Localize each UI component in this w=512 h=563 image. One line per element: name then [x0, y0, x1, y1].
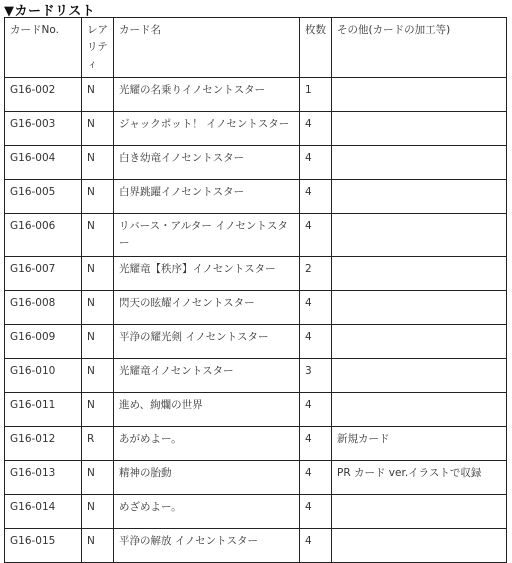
header-card-name: カード名: [114, 18, 300, 78]
count-cell: 4: [300, 214, 332, 257]
rarity-cell: N: [82, 180, 114, 214]
card-no-cell: G16-003: [5, 112, 82, 146]
card-no-cell: G16-004: [5, 146, 82, 180]
table-row: [5, 291, 507, 325]
other-cell: [332, 78, 507, 112]
count-cell: 2: [300, 257, 332, 291]
card-name-cell: 閃天の眩耀イノセントスター: [114, 291, 300, 325]
card-no-cell: G16-008: [5, 291, 82, 325]
table-row: [5, 180, 507, 214]
table-row: [5, 325, 507, 359]
card-no-cell: G16-014: [5, 495, 82, 529]
table-row: [5, 112, 507, 146]
rarity-cell: N: [82, 257, 114, 291]
table-row: [5, 146, 507, 180]
header-rarity: レアリティ: [82, 18, 114, 78]
card-name-cell: 精神の胎動: [114, 461, 300, 495]
header-other: その他(カードの加工等): [332, 18, 507, 78]
table-row: [5, 495, 507, 529]
card-no-cell: G16-012: [5, 427, 82, 461]
other-cell: [332, 257, 507, 291]
rarity-cell: N: [82, 112, 114, 146]
card-name-cell: リバース・アルター イノセントスター: [114, 214, 300, 257]
other-cell: [332, 529, 507, 563]
table-row: [5, 461, 507, 495]
other-cell: [332, 393, 507, 427]
other-cell: [332, 146, 507, 180]
card-no-cell: G16-002: [5, 78, 82, 112]
other-cell: [332, 325, 507, 359]
count-cell: 4: [300, 393, 332, 427]
card-no-cell: G16-013: [5, 461, 82, 495]
card-name-cell: 平浄の解放 イノセントスター: [114, 529, 300, 563]
count-cell: 4: [300, 427, 332, 461]
count-cell: 4: [300, 495, 332, 529]
card-name-cell: あがめよー。: [114, 427, 300, 461]
other-cell: PR カード ver.イラストで収録: [332, 461, 507, 495]
rarity-cell: N: [82, 78, 114, 112]
other-cell: [332, 214, 507, 257]
count-cell: 4: [300, 180, 332, 214]
count-cell: 3: [300, 359, 332, 393]
card-name-cell: 進め、絢爛の世界: [114, 393, 300, 427]
rarity-cell: N: [82, 325, 114, 359]
table-row: [5, 359, 507, 393]
rarity-cell: N: [82, 495, 114, 529]
card-name-cell: 光耀竜【秩序】イノセントスター: [114, 257, 300, 291]
other-cell: [332, 112, 507, 146]
other-cell: [332, 291, 507, 325]
table-row: [5, 214, 507, 257]
card-name-cell: ジャックポット！ イノセントスター: [114, 112, 300, 146]
count-cell: 1: [300, 78, 332, 112]
count-cell: 4: [300, 325, 332, 359]
rarity-cell: N: [82, 359, 114, 393]
count-cell: 4: [300, 529, 332, 563]
table-row: [5, 529, 507, 563]
header-count: 枚数: [300, 18, 332, 78]
card-no-cell: G16-009: [5, 325, 82, 359]
other-cell: [332, 495, 507, 529]
rarity-cell: N: [82, 393, 114, 427]
rarity-cell: N: [82, 461, 114, 495]
card-name-cell: 光耀の名乗りイノセントスター: [114, 78, 300, 112]
table-row: [5, 393, 507, 427]
other-cell: [332, 359, 507, 393]
card-name-cell: めざめよー。: [114, 495, 300, 529]
card-no-cell: G16-015: [5, 529, 82, 563]
header-card-no: カードNo.: [5, 18, 82, 78]
rarity-cell: R: [82, 427, 114, 461]
card-list-table: [4, 17, 507, 563]
card-no-cell: G16-006: [5, 214, 82, 257]
table-header-row: [5, 18, 507, 78]
rarity-cell: N: [82, 146, 114, 180]
other-cell: [332, 180, 507, 214]
count-cell: 4: [300, 146, 332, 180]
card-no-cell: G16-010: [5, 359, 82, 393]
other-cell: 新規カード: [332, 427, 507, 461]
rarity-cell: N: [82, 214, 114, 257]
count-cell: 4: [300, 291, 332, 325]
count-cell: 4: [300, 461, 332, 495]
rarity-cell: N: [82, 291, 114, 325]
card-name-cell: 平浄の耀光剣 イノセントスター: [114, 325, 300, 359]
count-cell: 4: [300, 112, 332, 146]
card-no-cell: G16-005: [5, 180, 82, 214]
card-name-cell: 白き幼竜イノセントスター: [114, 146, 300, 180]
table-row: [5, 427, 507, 461]
rarity-cell: N: [82, 529, 114, 563]
card-no-cell: G16-011: [5, 393, 82, 427]
card-name-cell: 白界跳躍イノセントスター: [114, 180, 300, 214]
card-no-cell: G16-007: [5, 257, 82, 291]
table-row: [5, 78, 507, 112]
page-title: ▼カードリスト: [4, 4, 96, 19]
card-name-cell: 光耀竜イノセントスター: [114, 359, 300, 393]
table-row: [5, 257, 507, 291]
